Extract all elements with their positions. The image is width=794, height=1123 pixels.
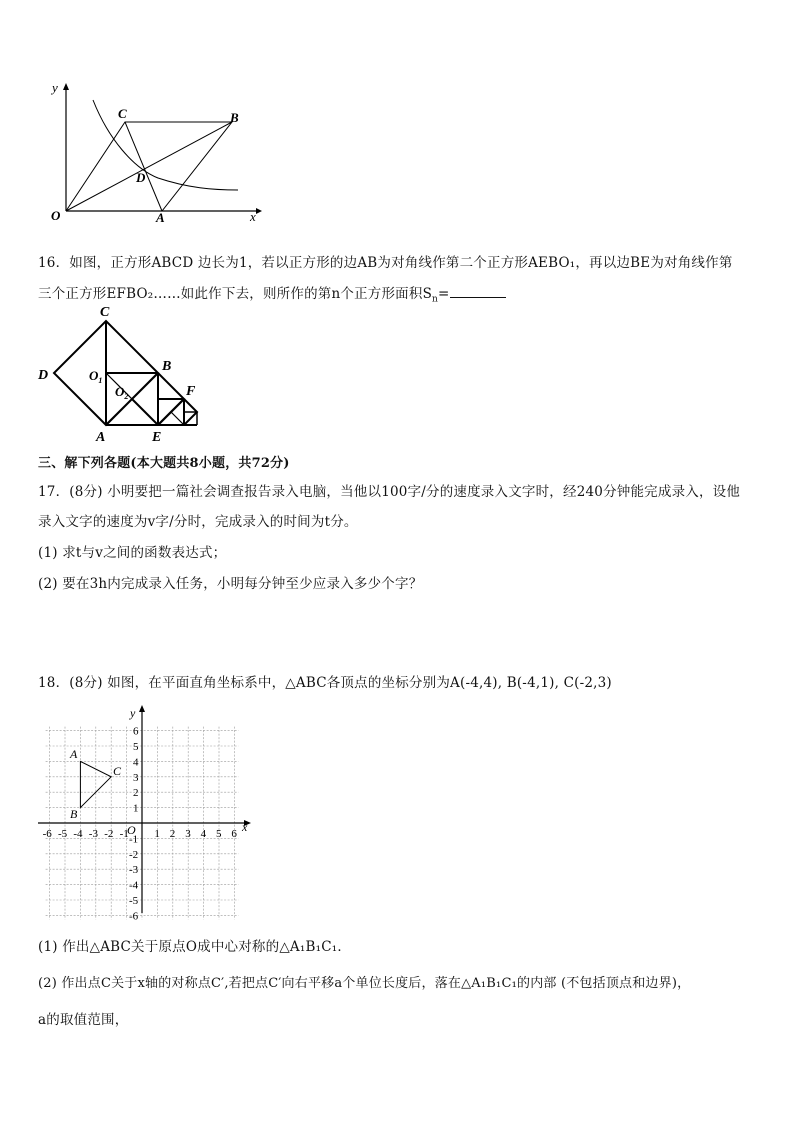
grid-y-tick-label: 1 bbox=[133, 802, 139, 815]
grid-x-tick-label: 2 bbox=[169, 828, 176, 840]
fig2-label-e: E bbox=[152, 430, 162, 445]
q16-line-2 bbox=[38, 282, 506, 305]
section-3-title: 三、解下列各题(本大题共8小题，共72分) bbox=[38, 456, 290, 471]
grid-origin-label: O bbox=[127, 823, 136, 837]
grid-x-tick-label: 4 bbox=[200, 828, 207, 840]
grid-x-tick-label: -4 bbox=[73, 828, 83, 840]
grid-y-tick-label: -2 bbox=[129, 848, 139, 861]
q17-sub-2: (2) 要在3h内完成录入任务，小明每分钟至少应录入多少个字？ bbox=[38, 576, 423, 592]
fig1-point-d: D bbox=[136, 170, 146, 185]
q18-sub-3: a的取值范围， bbox=[38, 1012, 129, 1028]
grid-x-tick-label: -3 bbox=[88, 828, 98, 840]
q16-answer-blank[interactable] bbox=[450, 285, 506, 298]
fig2-label-o1: $O_1$ bbox=[89, 368, 103, 385]
grid-x-tick-label: 6 bbox=[231, 828, 237, 840]
grid-label-c: C bbox=[113, 764, 122, 778]
grid-x-tick-label: -6 bbox=[42, 828, 52, 840]
figure-2-nested-squares bbox=[34, 303, 204, 448]
q17-line-2: 录入文字的速度为v字/分时，完成录入的时间为t分。 bbox=[38, 514, 358, 530]
fig1-y-label: y bbox=[52, 80, 58, 95]
figure-3-coordinate-grid bbox=[34, 705, 256, 920]
grid-y-tick-label: 5 bbox=[133, 741, 139, 753]
grid-label-a: A bbox=[70, 747, 78, 761]
q16-subscript-n: n bbox=[432, 294, 439, 305]
fig2-label-f: F bbox=[186, 384, 196, 399]
fig1-point-a: A bbox=[156, 210, 165, 225]
q18-line-1: 18．(8分) 如图，在平面直角坐标系中，△ABC各顶点的坐标分别为A(-4,4), B(-4,1), C(-2,3) bbox=[38, 675, 612, 691]
figure-1-parallelogram bbox=[38, 78, 268, 228]
grid-x-tick-label: 3 bbox=[185, 828, 191, 840]
grid-y-tick-label: 4 bbox=[133, 756, 139, 769]
q16-line-2-suffix: = bbox=[438, 286, 450, 302]
grid-axis-y-label: y bbox=[130, 706, 136, 720]
q16-line-1: 16．如图，正方形ABCD 边长为1，若以正方形的边AB为对角线作第二个正方形AEBO₁，再以边BE为对角线作第 bbox=[38, 255, 733, 271]
grid-y-tick-label: -5 bbox=[129, 895, 139, 907]
grid-y-tick-label: -4 bbox=[129, 879, 139, 892]
grid-x-tick-label: 1 bbox=[154, 828, 160, 840]
fig2-label-c: C bbox=[100, 305, 110, 320]
grid-label-b: B bbox=[70, 807, 78, 821]
fig2-label-o2: $O_2$ bbox=[115, 384, 129, 401]
grid-y-tick-label: 2 bbox=[133, 787, 139, 800]
fig1-point-b: B bbox=[230, 110, 239, 125]
grid-x-tick-label: -5 bbox=[58, 828, 68, 840]
grid-y-tick-label: -6 bbox=[129, 910, 139, 920]
grid-y-tick-label: 6 bbox=[133, 725, 139, 738]
grid-x-tick-label: -2 bbox=[104, 828, 114, 840]
grid-x-tick-label: 5 bbox=[216, 828, 222, 840]
q17-line-1: 17．(8分) 小明要把一篇社会调查报告录入电脑，当他以100字/分的速度录入文字时，经240分钟能完成录入，设他 bbox=[38, 484, 741, 500]
fig1-x-label: x bbox=[250, 209, 256, 224]
q17-sub-1: (1) 求t与v之间的函数表达式； bbox=[38, 545, 227, 561]
fig2-label-b: B bbox=[162, 359, 172, 374]
fig2-label-a: A bbox=[96, 430, 106, 445]
q16-line-2-prefix: 三个正方形EFBO₂……如此作下去，则所作的第n个正方形面积S bbox=[38, 286, 433, 302]
fig1-point-c: C bbox=[118, 106, 127, 121]
grid-y-tick-label: -3 bbox=[129, 864, 139, 877]
grid-y-tick-label: 3 bbox=[133, 771, 139, 784]
grid-x-tick-label: -1 bbox=[119, 828, 129, 840]
grid-axis-x-label: x bbox=[242, 820, 248, 834]
q18-sub-2: (2) 作出点C关于x轴的对称点C′,若把点C′向右平移a个单位长度后，落在△A₁B₁C₁的内部 (不包括顶点和边界)， bbox=[38, 976, 691, 991]
grid-y-tick-label: -1 bbox=[129, 833, 139, 846]
fig1-origin-label: O bbox=[51, 208, 61, 223]
q18-sub-1: (1) 作出△ABC关于原点O成中心对称的△A₁B₁C₁． bbox=[38, 939, 352, 955]
fig2-label-d: D bbox=[38, 368, 49, 383]
